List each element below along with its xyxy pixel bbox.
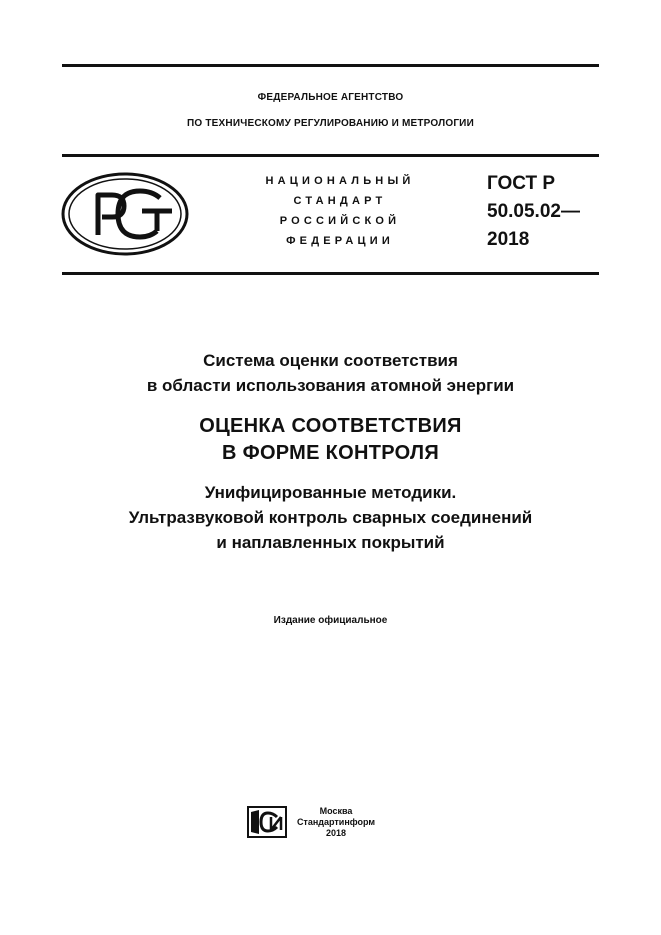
designation-line: 50.05.02— [487, 201, 580, 222]
subtitle-line: Ультразвуковой контроль сварных соединений [128, 508, 533, 527]
main-title-line: ОЦЕНКА СООТВЕТСТВИЯ [199, 415, 462, 437]
publisher-name: Стандартинформ [296, 817, 376, 827]
series-title-line: в области использования атомной энергии [146, 376, 515, 395]
subtitle-line: Унифицированные методики. [204, 483, 457, 502]
national-line: СТАНДАРТ [293, 195, 387, 207]
edition-note: Издание официальное [273, 615, 388, 626]
series-title-line: Система оценки соответствия [203, 351, 458, 370]
subtitle-line: и наплавленных покрытий [216, 533, 445, 552]
publisher-year: 2018 [325, 828, 347, 838]
agency-line-2: ПО ТЕХНИЧЕСКОМУ РЕГУЛИРОВАНИЮ И МЕТРОЛОГИИ [187, 118, 474, 129]
series-title [62, 348, 599, 398]
national-line: НАЦИОНАЛЬНЫЙ [265, 175, 415, 187]
national-standard-label [240, 171, 440, 251]
agency-line-1: ФЕДЕРАЛЬНОЕ АГЕНТСТВО [257, 92, 404, 103]
standartinform-logo-icon [247, 806, 287, 838]
main-title [62, 413, 599, 467]
top-rule [62, 64, 599, 67]
national-line: ФЕДЕРАЦИИ [286, 235, 394, 247]
national-line: РОССИЙСКОЙ [279, 215, 401, 227]
subtitle [62, 480, 599, 555]
bottom-header-rule [62, 272, 599, 275]
publisher-info [296, 806, 376, 839]
publisher-city: Москва [319, 806, 353, 816]
designation-line: ГОСТ Р [487, 173, 556, 194]
rst-certification-mark-icon [60, 171, 190, 257]
designation-line: 2018 [487, 229, 530, 250]
main-title-line: В ФОРМЕ КОНТРОЛЯ [221, 442, 440, 464]
header-rule [62, 154, 599, 157]
standard-designation [487, 170, 580, 254]
